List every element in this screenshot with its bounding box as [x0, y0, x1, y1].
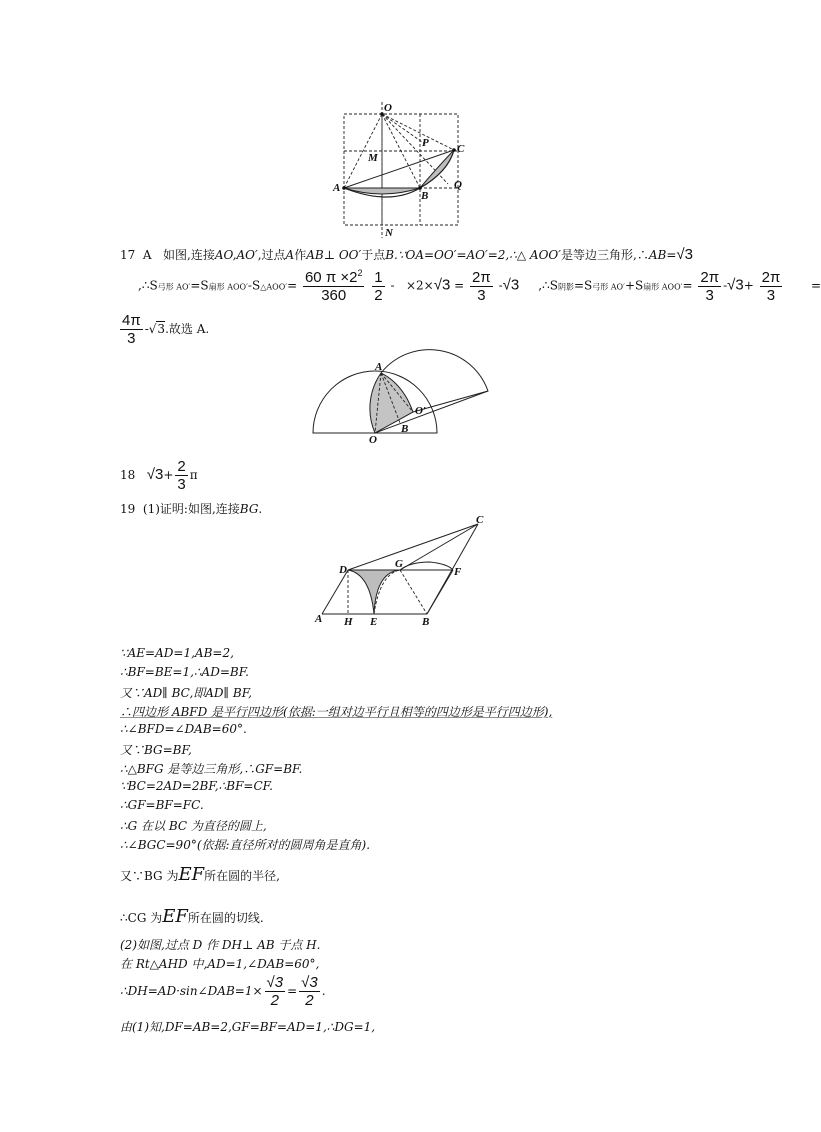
text: 3 — [157, 322, 166, 336]
p18-number: 18 — [120, 468, 136, 482]
arc-EF: EF — [162, 906, 188, 927]
text: 3 — [766, 286, 776, 304]
label-E: E — [370, 616, 378, 628]
dh-line — [120, 974, 326, 1009]
label-D: D — [339, 564, 347, 576]
text: 2 — [374, 286, 383, 304]
label-A: A — [315, 613, 323, 625]
text: AB⊥ OO′ — [306, 248, 362, 262]
text: 60 π ×2 — [304, 269, 358, 286]
text: 扇形 AOO′ — [208, 282, 248, 292]
text: 如图,连接 — [163, 248, 215, 262]
text: +S — [624, 278, 644, 293]
text: - — [723, 278, 728, 293]
p17-number: 17 — [120, 248, 136, 262]
text: 4π — [122, 312, 141, 329]
text: (1)证明:如图,连接 — [142, 502, 240, 516]
fraction — [372, 269, 384, 304]
text: 所在圆的半径, — [204, 869, 280, 883]
label-B: B — [422, 616, 430, 628]
p19-intro — [120, 500, 262, 517]
text: = — [682, 278, 693, 293]
text: . — [258, 502, 263, 516]
part2-line: (2)如图,过点 D 作 DH⊥ AB 于点 H. — [120, 938, 321, 952]
proof-line: ∴G 在以 BC 为直径的圆上, — [120, 819, 267, 833]
text: 2 — [357, 268, 363, 278]
proof-line: 又∵BG=BF, — [120, 743, 192, 757]
text: 3 — [735, 276, 744, 294]
p17-line1: 17 A 如图,连接AO,AO′,过点A作AB⊥ OO′于点B.∵OA=OO′=AO′=2,∴△ AOO′是等边三角形,∴AB=√3 — [120, 246, 693, 263]
text: =S — [190, 278, 209, 293]
text: = — [811, 278, 821, 293]
label-F: F — [454, 566, 462, 578]
fraction — [303, 268, 365, 304]
text: =S — [573, 278, 593, 293]
text: = — [287, 278, 298, 293]
text: ,∴S — [138, 278, 158, 293]
text: 2 — [177, 458, 186, 475]
text: ∴DH=AD·sin∠DAB=1× — [120, 984, 263, 998]
label-C: C — [476, 514, 484, 526]
text: ∴CG 为 — [120, 911, 163, 925]
text: + — [163, 468, 174, 482]
figure-grid-arc — [330, 100, 470, 242]
text: A — [285, 248, 295, 262]
p17-answer: A — [142, 248, 152, 262]
text: -S — [247, 278, 261, 293]
text: + — [743, 278, 754, 293]
text: 3 — [477, 286, 486, 304]
p19-number: 19 — [120, 502, 136, 516]
tangent-line — [120, 906, 264, 927]
text: 是等边三角形,∴ — [561, 248, 649, 262]
text: AB= — [648, 248, 677, 262]
text: AO,AO′ — [214, 248, 258, 262]
text: 扇形 AOO′ — [643, 282, 683, 292]
text: 3 — [309, 974, 318, 991]
proof-line: ∴△BFG 是等边三角形,∴GF=BF. — [120, 762, 303, 776]
label-A: A — [333, 182, 341, 194]
text: 3 — [274, 974, 284, 991]
text: 3 — [154, 466, 164, 483]
fraction — [470, 269, 493, 304]
label-G: G — [395, 558, 403, 570]
label-A: A — [375, 361, 383, 373]
text: - — [498, 278, 503, 293]
text: 3 — [705, 286, 714, 304]
text: π — [189, 468, 198, 482]
text: 3 — [441, 276, 451, 294]
text: = — [287, 984, 298, 998]
text: 2π — [700, 268, 720, 286]
proof-line: ∵AE=AD=1,AB=2, — [120, 646, 234, 660]
text: - — [390, 278, 395, 293]
fraction — [120, 312, 143, 347]
text: BG — [239, 502, 259, 516]
text: . — [321, 984, 326, 998]
proof-line: ∴GF=BF=FC. — [120, 798, 204, 812]
text: 又∵BG 为 — [120, 869, 179, 883]
text: 3 — [684, 246, 693, 263]
p17-line3: $\frac{4\pi}{3}$ -√3.故选 A. — [122, 312, 210, 347]
text: 1 — [374, 268, 383, 286]
text: 3 — [177, 476, 186, 493]
text: 2 — [305, 992, 314, 1009]
last-line: 由(1)知,DF=AB=2,GF=BF=AD=1,∴DG=1, — [120, 1020, 376, 1034]
text: 于点 — [361, 248, 386, 262]
label-O: O — [384, 102, 392, 114]
label-H: H — [344, 616, 353, 628]
part2-line: 在 Rt△AHD 中,AD=1,∠DAB=60°, — [120, 957, 320, 971]
fraction — [760, 269, 783, 304]
text: 弓形 AO′ — [157, 282, 191, 292]
text: 阴影 — [557, 282, 574, 292]
text: ,过点 — [257, 248, 286, 262]
text: 3 — [510, 276, 520, 294]
arc-EF: EF — [178, 864, 205, 885]
text: 弓形 AO′ — [592, 282, 625, 292]
text: 2π — [761, 268, 781, 286]
label-C: C — [457, 143, 465, 155]
text: 360 — [321, 287, 347, 304]
figure-semicircles — [305, 346, 495, 446]
proof-line: ∴∠BGC=90°(依据:直径所对的圆周角是直角). — [120, 838, 371, 852]
fraction — [175, 458, 187, 493]
label-M: M — [368, 152, 378, 164]
p17-line2: ,∴S弓形 AO′=S扇形 AOO′-S△AOO′= $\frac{60 \pi \times 2^2}{360}$ $\frac{1}{2}$ - ×2×√3 = $\frac{2\pi}{3}$ -√3 ,∴S阴影=S弓形 AO′+S扇形 AOO′= $\frac{2\pi}{3}$ -√3+ $\frac{2\pi}{3}$ = — [138, 268, 821, 304]
proof-line: ∴BF=BE=1,∴AD=BF. — [120, 665, 249, 679]
text: 2 — [270, 992, 279, 1009]
label-B: B — [421, 190, 429, 202]
radius-line — [120, 864, 280, 885]
proof-line: ∴∠BFD=∠DAB=60°. — [120, 722, 247, 736]
fraction — [698, 269, 721, 304]
text: .故选 A. — [165, 322, 210, 336]
proof-line: ∴四边形 ABFD 是平行四边形(依据:一组对边平行且相等的四边形是平行四边形), — [120, 705, 553, 719]
label-P: P — [422, 137, 429, 149]
text: 所在圆的切线. — [187, 911, 264, 925]
text: ×2× — [405, 278, 434, 293]
proof-line: ∵BC=2AD=2BF,∴BF=CF. — [120, 779, 273, 793]
text: B.∵OA=OO′=AO′=2,∴△ AOO′ — [385, 248, 561, 262]
fraction: $\frac{√3}{2}$ — [301, 974, 318, 1009]
text: 作 — [294, 248, 307, 262]
figure-parallelogram — [310, 512, 500, 630]
text: 3 — [127, 330, 136, 347]
text: ,∴S — [538, 278, 558, 293]
fraction: $\frac{√3}{2}$ — [266, 974, 284, 1009]
p18-line: 18 √3+ $\frac{2}{3}$ π — [120, 458, 198, 493]
label-B: B — [401, 423, 409, 435]
label-O: O — [369, 434, 377, 446]
proof-line: 又∵AD∥ BC,即AD∥ BF, — [120, 686, 252, 700]
label-N: N — [385, 227, 393, 239]
text: △AOO′ — [260, 282, 288, 292]
text: = — [454, 278, 465, 293]
label-Q: Q — [454, 179, 462, 191]
text: - — [144, 322, 149, 336]
text: 2π — [472, 268, 491, 286]
label-O-prime: O′ — [415, 405, 427, 417]
